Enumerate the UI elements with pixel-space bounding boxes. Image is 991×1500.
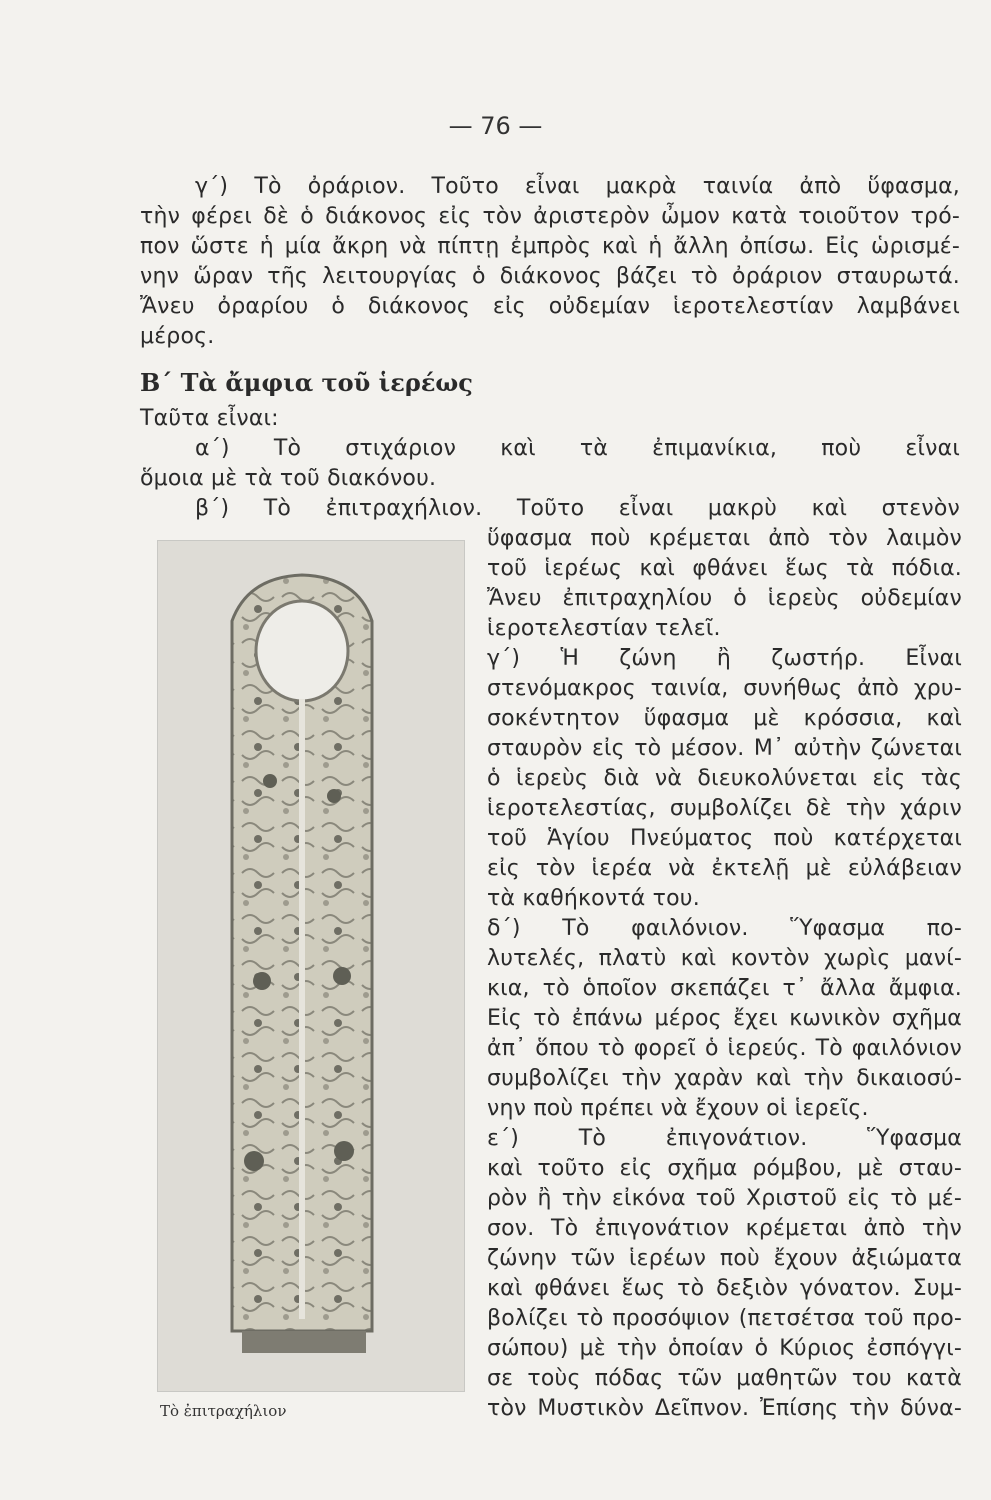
column-line-26: καὶ φθάνει ἕως τὸ δεξιὸν γόνατον. Συμ- bbox=[487, 1276, 962, 1301]
column-line-16: κια, τὸ ὁποῖον σκεπάζει τ᾿ ἄλλα ἄμφια. bbox=[487, 976, 962, 1001]
column-line-6: στενόμακρος ταινία, συνήθως ἀπὸ χρυ- bbox=[487, 676, 962, 701]
column-line-18: ἀπ᾿ ὅπου τὸ φορεῖ ὁ ἱερεύς. Τὸ φαιλόνιον bbox=[487, 1036, 962, 1061]
intro-line-1: γ΄) Τὸ ὀράριον. Τοῦτο εἶναι μακρὰ ταινία ἀπὸ ὕφασμα, bbox=[195, 174, 960, 199]
lead-line-4: β΄) Τὸ ἐπιτραχήλιον. Τοῦτο εἶναι μακρὺ καὶ στενὸν bbox=[195, 496, 960, 521]
intro-line-3: πον ὥστε ἡ μία ἄκρη νὰ πίπτῃ ἐμπρὸς καὶ ἡ ἄλλη ὀπίσω. Εἰς ὡρισμέ- bbox=[140, 234, 960, 259]
column-line-27: βολίζει τὸ προσόψιον (πετσέτσα τοῦ προ- bbox=[487, 1306, 962, 1331]
column-line-21: ε΄) Τὸ ἐπιγονάτιον. Ὕφασμα bbox=[487, 1126, 962, 1151]
intro-line-5: Ἄνευ ὀραρίου ὁ διάκονος εἰς οὐδεμίαν ἱεροτελεστίαν λαμβάνει bbox=[140, 294, 960, 319]
intro-line-2: τὴν φέρει δὲ ὁ διάκονος εἰς τὸν ἀριστερὸν ὦμον κατὰ τοιοῦτον τρό- bbox=[140, 204, 960, 229]
column-line-13: τὰ καθήκοντά του. bbox=[487, 886, 700, 911]
column-line-19: συμβολίζει τὴν χαρὰν καὶ τὴν δικαιοσύ- bbox=[487, 1066, 962, 1091]
epitrachelion-illustration bbox=[158, 541, 464, 1391]
page-number: — 76 — bbox=[448, 112, 543, 140]
column-line-23: ρὸν ἢ τὴν εἰκόνα τοῦ Χριστοῦ εἰς τὸ μέ- bbox=[487, 1186, 962, 1211]
column-line-28: σώπου) μὲ τὴν ὁποίαν ὁ Κύριος ἐσπόγγι- bbox=[487, 1336, 962, 1361]
column-line-5: γ΄) Ἡ ζώνη ἢ ζωστήρ. Εἶναι bbox=[487, 646, 962, 671]
lead-line-2: α΄) Τὸ στιχάριον καὶ τὰ ἐπιμανίκια, ποὺ εἶναι bbox=[195, 436, 960, 461]
intro-line-6: μέρος. bbox=[140, 324, 215, 349]
column-line-10: ἱεροτελεστίας, συμβολίζει δὲ τὴν χάριν bbox=[487, 796, 962, 821]
section-heading: Β΄ Τὰ ἄμφια τοῦ ἱερέως bbox=[140, 368, 473, 397]
column-line-9: ὁ ἱερεὺς διὰ νὰ διευκολύνεται εἰς τὰς bbox=[487, 766, 962, 791]
column-line-24: σον. Τὸ ἐπιγονάτιον κρέμεται ἀπὸ τὴν bbox=[487, 1216, 962, 1241]
column-line-15: λυτελές, πλατὺ καὶ κοντὸν χωρὶς μανί- bbox=[487, 946, 962, 971]
column-line-8: σταυρὸν εἰς τὸ μέσον. Μ᾿ αὐτὴν ζώνεται bbox=[487, 736, 962, 761]
column-line-14: δ΄) Τὸ φαιλόνιον. Ὕφασμα πο- bbox=[487, 916, 962, 941]
lead-line-3: ὅμοια μὲ τὰ τοῦ διακόνου. bbox=[140, 466, 437, 491]
column-line-12: εἰς τὸν ἱερέα νὰ ἐκτελῇ μὲ εὐλάβειαν bbox=[487, 856, 962, 881]
column-line-29: σε τοὺς πόδας τῶν μαθητῶν του κατὰ bbox=[487, 1366, 962, 1391]
column-line-2: τοῦ ἱερέως καὶ φθάνει ἕως τὰ πόδια. bbox=[487, 556, 962, 581]
column-line-17: Εἰς τὸ ἐπάνω μέρος ἔχει κωνικὸν σχῆμα bbox=[487, 1006, 962, 1031]
epitrachelion-photo bbox=[157, 540, 465, 1392]
column-line-11: τοῦ Ἁγίου Πνεύματος ποὺ κατέρχεται bbox=[487, 826, 962, 851]
column-line-25: ζώνην τῶν ἱερέων ποὺ ἔχουν ἀξιώματα bbox=[487, 1246, 962, 1271]
column-line-3: Ἄνευ ἐπιτραχηλίου ὁ ἱερεὺς οὐδεμίαν bbox=[487, 586, 962, 611]
column-line-4: ἱεροτελεστίαν τελεῖ. bbox=[487, 616, 721, 641]
column-line-20: νην ποὺ πρέπει νὰ ἔχουν οἱ ἱερεῖς. bbox=[487, 1096, 869, 1121]
column-line-7: σοκέντητον ὕφασμα μὲ κρόσσια, καὶ bbox=[487, 706, 962, 731]
column-line-1: ὕφασμα ποὺ κρέμεται ἀπὸ τὸν λαιμὸν bbox=[487, 526, 962, 551]
intro-line-4: νην ὥραν τῆς λειτουργίας ὁ διάκονος βάζει τὸ ὀράριον σταυρωτά. bbox=[140, 264, 960, 289]
lead-line-1: Ταῦτα εἶναι: bbox=[140, 406, 279, 431]
column-line-22: καὶ τοῦτο εἰς σχῆμα ρόμβου, μὲ σταυ- bbox=[487, 1156, 962, 1181]
column-line-30: τὸν Μυστικὸν Δεῖπνον. Ἐπίσης τὴν δύνα- bbox=[487, 1396, 962, 1421]
photo-caption: Τὸ ἐπιτραχήλιον bbox=[160, 1402, 287, 1420]
